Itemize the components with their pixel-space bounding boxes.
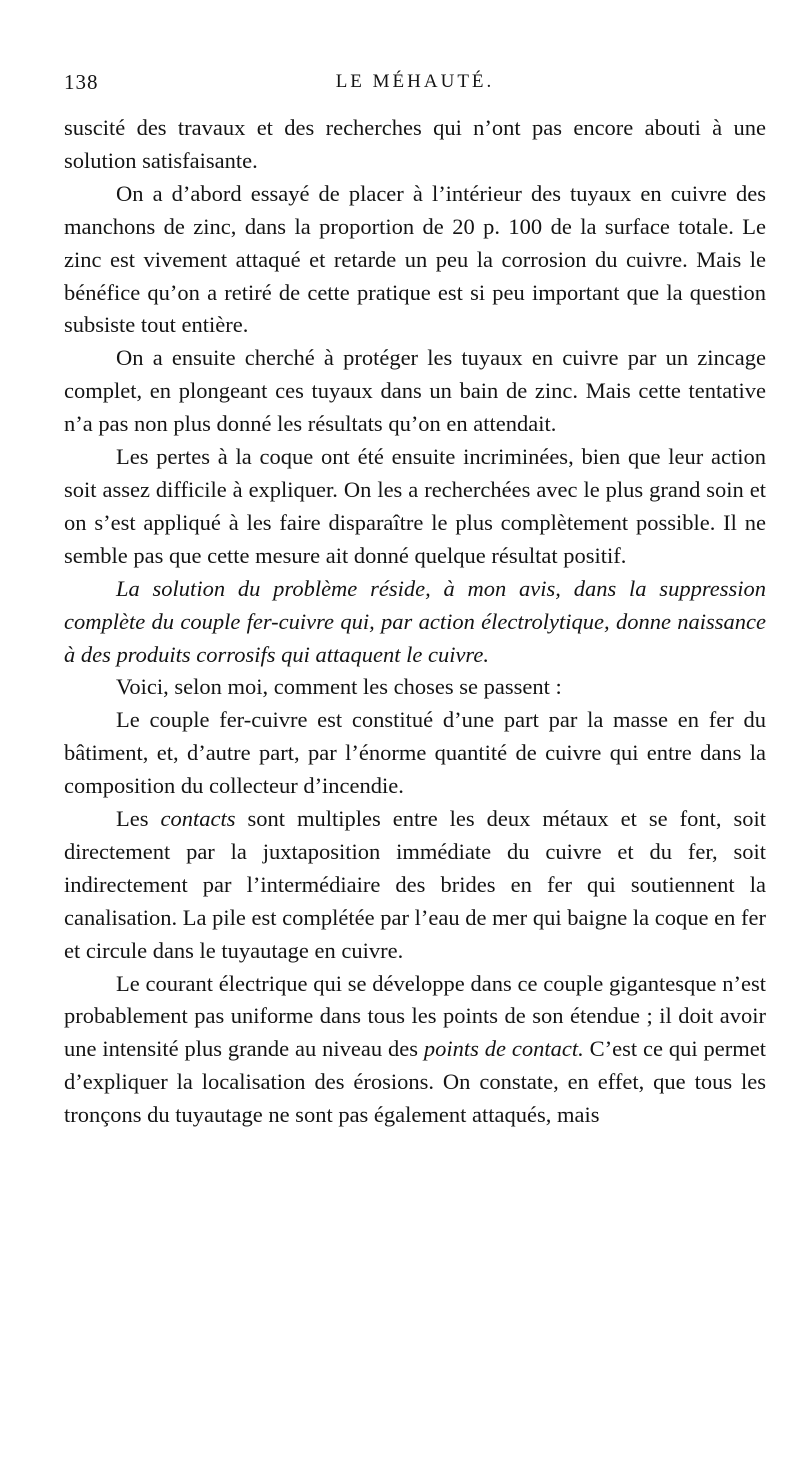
paragraph-continuation: suscité des travaux et des recherches qui n’ont pas encore abouti à une solution satisfaisante. (64, 115, 766, 173)
paragraph-hull-losses: Les pertes à la coque ont été ensuite incriminées, bien que leur action soit assez difficile à expliquer. On les a recherchées avec le plus grand soin et on s’est appliqué à les faire disparaître le plus complètement possible. Il ne semble pas que cette mesure ait donné quelque résultat positif. (64, 444, 766, 568)
paragraph-couple: Le couple fer-cuivre est constitué d’une part par la masse en fer du bâtiment, et, d’autre part, par l’énorme quantité de cuivre qui entre dans la composition du collecteur d’incendie. (64, 707, 766, 799)
page-header (64, 70, 766, 104)
paragraph-transition: Voici, selon moi, comment les choses se passent : (116, 674, 562, 700)
paragraph-current-start: Le courant électrique qui se développe dans ce couple gigantesque n’est probablement pas uniforme dans tous les points de son étendue ; il doit avoir une intensité plus grande au niveau des (64, 970, 766, 1062)
paragraph-current (64, 968, 766, 1133)
paragraph-contacts (64, 803, 766, 968)
paragraph-zinc-coating: On a ensuite cherché à protéger les tuyaux en cuivre par un zincage complet, en plongeant ces tuyaux dans un bain de zinc. Mais cette tentative n’a pas non plus donné les résultats qu’on en attendait. (64, 345, 766, 437)
paragraph-contacts-end: sont multiples entre les deux métaux et se font, soit directement par la juxtaposition immédiate du cuivre et du fer, soit indirectement par l’intermédiaire des brides en fer qui soutiennent la canalisation. La pile est complétée par l’eau de mer qui baigne la coque en fer et circule dans le tuyautage en cuivre. (64, 806, 766, 963)
paragraph-zinc-sleeves: On a d’abord essayé de placer à l’intérieur des tuyaux en cuivre des manchons de zinc, dans la proportion de 20 p. 100 de la surface totale. Le zinc est vivement attaqué et retarde un peu la corrosion du cuivre. Mais le bénéfice qu’on a retiré de cette pratique est si peu important que la question subsiste tout entière. (64, 180, 766, 338)
page-number: 138 (64, 70, 99, 94)
contact-points-emphasis: points de contact. (423, 1036, 584, 1062)
running-title: LE MÉHAUTÉ. (335, 71, 495, 92)
body-text (64, 112, 766, 1132)
contacts-emphasis: contacts (160, 806, 236, 832)
paragraph-contacts-start: Les (116, 806, 161, 832)
paragraph-solution: La solution du problème réside, à mon avis, dans la suppression complète du couple fer-cuivre qui, par action électrolytique, donne naissance à des produits corrosifs qui attaquent le cuivre. (64, 575, 766, 667)
paragraph-current-end: C’est ce qui permet d’expliquer la localisation des érosions. On constate, en effet, que tous les tronçons du tuyautage ne sont pas également attaqués, mais (64, 1036, 766, 1128)
